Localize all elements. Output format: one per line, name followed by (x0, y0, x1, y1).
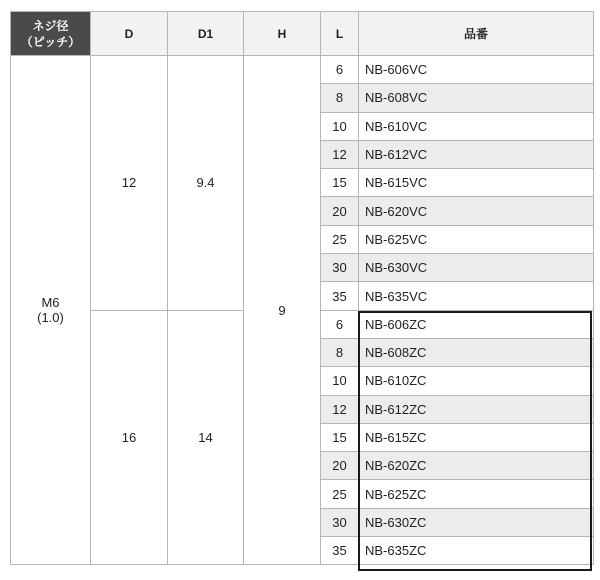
thread-size-cell (11, 56, 91, 565)
header-row (11, 12, 594, 56)
part-number-cell: NB-606VC (359, 56, 594, 84)
length-cell: 6 (321, 310, 359, 338)
table-body (11, 56, 594, 565)
header-thread-line2: （ピッチ） (20, 34, 81, 49)
header-part-number: 品番 (359, 12, 594, 56)
part-number-cell: NB-615VC (359, 169, 594, 197)
length-cell: 12 (321, 395, 359, 423)
part-number-cell: NB-620ZC (359, 452, 594, 480)
header-d: D (91, 12, 168, 56)
header-thread-size (11, 12, 91, 56)
part-number-cell: NB-635ZC (359, 537, 594, 565)
length-cell: 15 (321, 169, 359, 197)
length-cell: 20 (321, 197, 359, 225)
header-d1: D1 (168, 12, 244, 56)
length-cell: 25 (321, 225, 359, 253)
part-number-cell: NB-606ZC (359, 310, 594, 338)
length-cell: 6 (321, 56, 359, 84)
length-cell: 30 (321, 508, 359, 536)
spec-table (10, 11, 594, 565)
table-row (11, 56, 594, 84)
length-cell: 15 (321, 423, 359, 451)
length-cell: 12 (321, 140, 359, 168)
length-cell: 35 (321, 537, 359, 565)
d-cell: 16 (91, 310, 168, 565)
d1-cell: 9.4 (168, 56, 244, 311)
part-number-cell: NB-608ZC (359, 338, 594, 366)
header-thread-line1: ネジ径 (32, 18, 69, 33)
part-number-cell: NB-630VC (359, 254, 594, 282)
part-number-cell: NB-620VC (359, 197, 594, 225)
length-cell: 10 (321, 367, 359, 395)
d-cell: 12 (91, 56, 168, 311)
part-number-cell: NB-625VC (359, 225, 594, 253)
part-number-cell: NB-635VC (359, 282, 594, 310)
thread-size: M6 (41, 295, 60, 311)
part-number-cell: NB-630ZC (359, 508, 594, 536)
header-h: H (244, 12, 321, 56)
part-number-cell: NB-608VC (359, 84, 594, 112)
part-number-cell: NB-610ZC (359, 367, 594, 395)
h-cell: 9 (244, 56, 321, 565)
header-l: L (321, 12, 359, 56)
length-cell: 8 (321, 84, 359, 112)
length-cell: 8 (321, 338, 359, 366)
thread-pitch: (1.0) (37, 310, 64, 326)
part-number-cell: NB-612ZC (359, 395, 594, 423)
length-cell: 20 (321, 452, 359, 480)
part-number-cell: NB-612VC (359, 140, 594, 168)
length-cell: 30 (321, 254, 359, 282)
length-cell: 10 (321, 112, 359, 140)
length-cell: 35 (321, 282, 359, 310)
part-number-cell: NB-610VC (359, 112, 594, 140)
length-cell: 25 (321, 480, 359, 508)
d1-cell: 14 (168, 310, 244, 565)
part-number-cell: NB-615ZC (359, 423, 594, 451)
part-number-cell: NB-625ZC (359, 480, 594, 508)
